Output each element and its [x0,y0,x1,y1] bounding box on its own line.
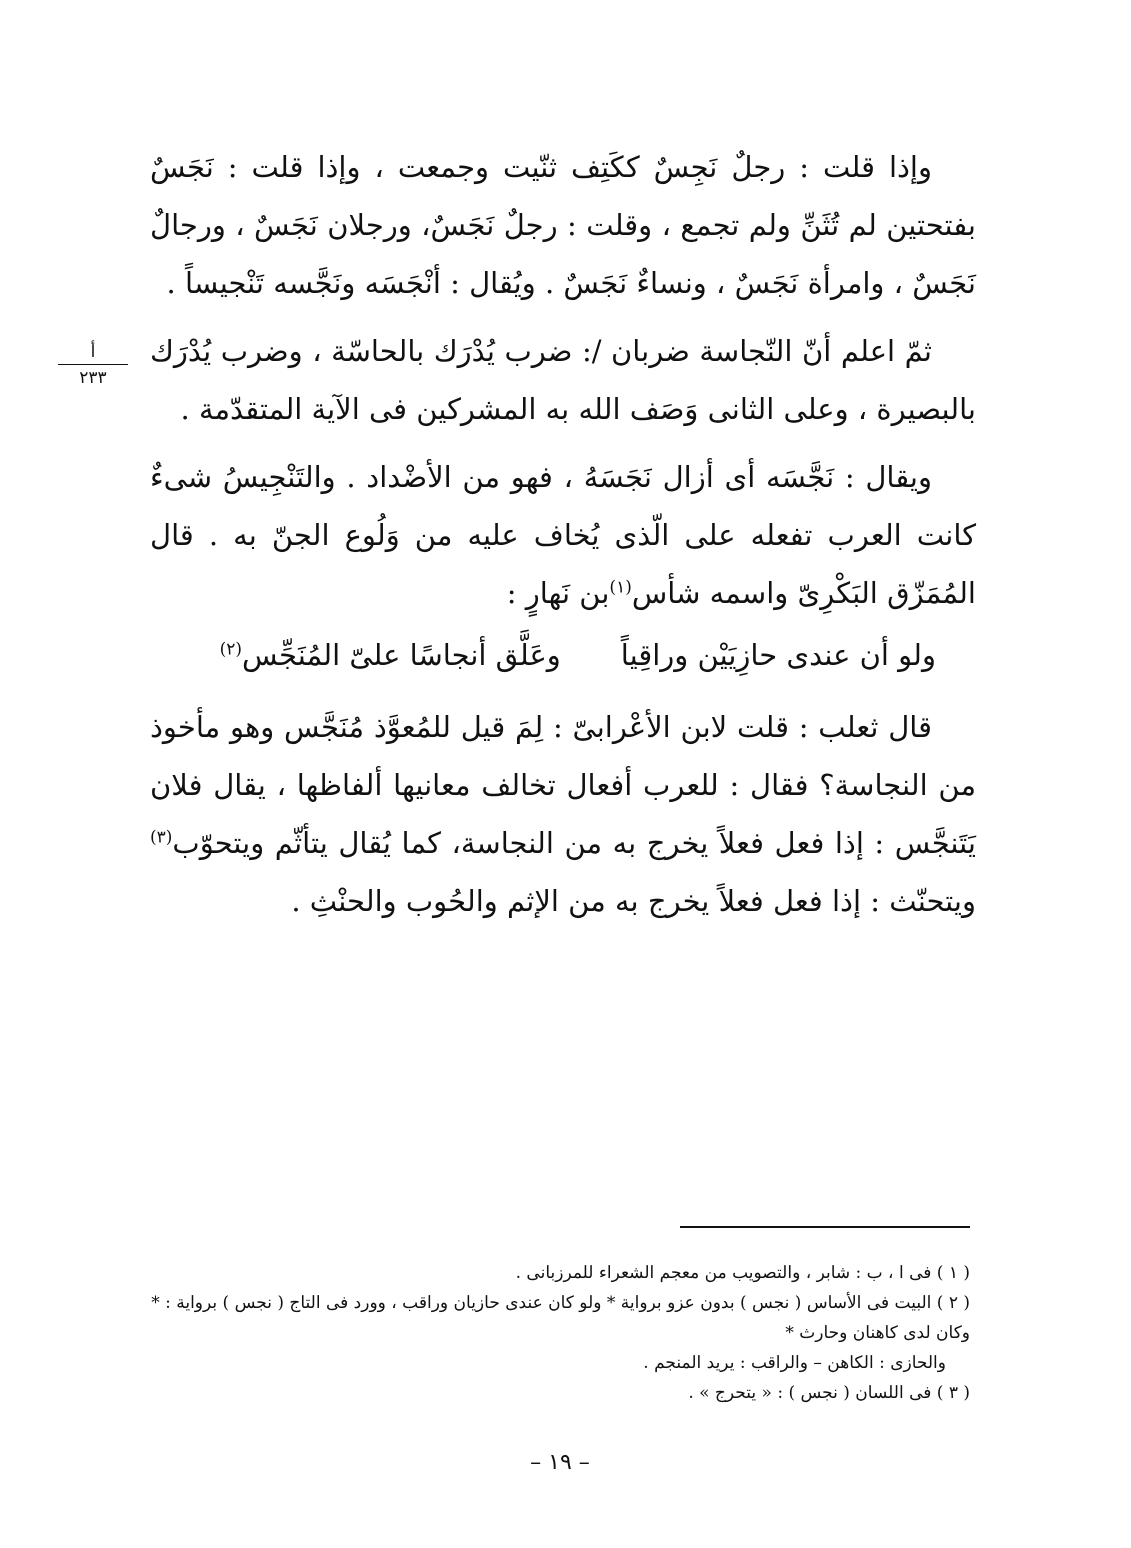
main-text [150,138,976,930]
footnotes [128,1258,970,1408]
margin-reference-bottom: ٢٣٣ [79,368,107,388]
footnote-mark-2: (٢) [219,639,243,660]
footnote-mark-3: (٣) [150,827,173,848]
footnote-1: ( ١ ) فى ا ، ب : شابر ، والتصويب من معجم الشعراء للمرزبانى . [515,1263,970,1283]
paragraph-3-text: ويقال : نَجَّسَه أى أزال نَجَسَهُ ، فهو من الأضْداد . والتَنْجِيسُ شىءٌ كانت العرب تفعله على الّذى يُخاف عليه من وَلُوع الجنّ به . قال المُمَزّق البَكْرِىّ واسمه شأس [150,460,976,610]
footnote-separator [680,1226,970,1228]
paragraph-2: ثمّ اعلم أنّ النّجاسة ضربان /: ضرب يُدْرَك بالحاسّة ، وضرب يُدْرَك بالبصيرة ، وعلى الثانى وَصَف الله به المشركين فى الآية المتقدّمة . [150,334,976,426]
paragraph-4-text: قال ثعلب : قلت لابن الأعْرابىّ : لِمَ قيل للمُعوَّذ مُنَجَّس وهو مأخوذ من النجاسة؟ فقال : للعرب أفعال تخالف معانيها ألفاظها ، يقال فلان يَتَنجَّس : إذا فعل فعلاً يخرج به من النجاسة، كما يُقال يتأثّم ويتحوّب [150,710,976,860]
footnote-2: ( ٢ ) البيت فى الأساس ( نجس ) بدون عزو برواية * ولو كان عندى حازيان وراقب ، وورد فى التاج ( نجس ) برواية : * وكان لدى كاهنان وحارث * [151,1293,970,1343]
paragraph-3-tail: بن نَهارٍ : [506,576,610,610]
margin-reference [58,342,128,388]
paragraph-1: وإذا قلت : رجلٌ نَجِسٌ ككَتِف ثنّيت وجمعت ، وإذا قلت : نَجَسٌ بفتحتين لم تُثَنِّ ولم تجمع ، وقلت : رجلٌ نَجَسٌ، ورجلان نَجَسٌ ، ورجالٌ نَجَسٌ ، وامرأة نَجَسٌ ، ونساءٌ نَجَسٌ . ويُقال : أنْجَسَه ونَجَّسه تَنْجيساً . [150,150,976,300]
verse-hemistich-2-text: وعَلَّق أنجاسًا علىّ المُنَجِّس [242,638,561,672]
verse-hemistich-1: ولو أن عندى حازِيَيْن وراقِياً [620,638,936,672]
footnote-mark-1: (١) [609,577,632,598]
paragraph-4-tail: ويتحنّث : إذا فعل فعلاً يخرج به من الإثم والحُوب والحنْثِ . [291,884,976,918]
margin-reference-rule [58,364,128,365]
verse-line [150,626,976,684]
footnote-3: ( ٣ ) فى اللسان ( نجس ) : « يتحرج » . [688,1383,970,1403]
footnote-2-gloss: والحازى : الكاهن – والراقب : يريد المنجم . [643,1353,946,1373]
verse-hemistich-2 [220,626,561,684]
margin-reference-top: أ [90,342,96,362]
paragraph-3 [150,448,976,622]
page-number: – ١٩ – [530,1450,590,1475]
paragraph-4 [150,698,976,930]
